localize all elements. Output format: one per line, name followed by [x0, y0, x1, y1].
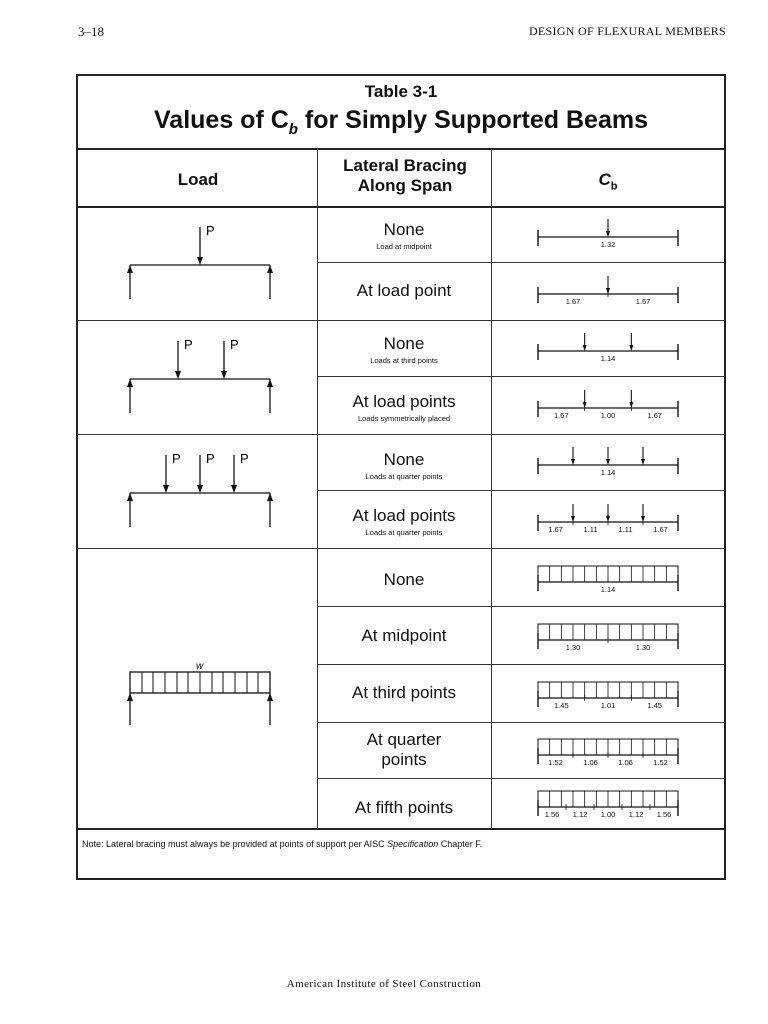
cb-value: 1.52 [653, 758, 668, 767]
rule [78, 148, 724, 150]
header-cb [492, 170, 724, 196]
bracing-label: None [383, 220, 425, 239]
page-footer: American Institute of Steel Construction [286, 978, 482, 990]
bracing-label: At load points [352, 392, 456, 411]
cb-value: 1.06 [583, 758, 598, 767]
load-diagram-1 [78, 207, 317, 319]
note-italic: Specification [387, 839, 439, 849]
cb-value: 1.01 [600, 701, 616, 710]
arrow-head [221, 371, 227, 379]
arrow-head [197, 485, 203, 493]
table-title [78, 106, 724, 138]
bracing-note: Loads at quarter points [365, 528, 443, 537]
arrow-head [127, 379, 133, 387]
arrow-head [267, 379, 273, 387]
note-post: Chapter F. [438, 839, 483, 849]
cb-value: 1.67 [548, 525, 563, 534]
cb-value: 1.45 [647, 701, 662, 710]
bracing-cell [318, 281, 490, 301]
bracing-note: Loads at third points [370, 356, 438, 365]
bracing-cell [318, 450, 490, 481]
cb-value: 1.14 [600, 354, 616, 363]
bracing-note: Load at midpoint [376, 242, 432, 251]
bracing-label: At load points [352, 506, 456, 525]
cb-value: 1.12 [628, 810, 644, 819]
header-bracing [318, 156, 492, 196]
bracing-label-line2: points [381, 750, 427, 769]
cb-arrow-head [606, 459, 610, 465]
cb-table [76, 74, 726, 880]
title-post: for Simply Supported Beams [297, 106, 648, 134]
cb-diagram [492, 665, 724, 722]
load-label: P [240, 451, 249, 466]
cb-value: 1.14 [600, 585, 616, 594]
cb-diagram [492, 491, 724, 548]
bracing-label: At midpoint [361, 626, 447, 645]
arrow-head [127, 693, 133, 701]
cb-value: 1.30 [565, 643, 581, 652]
rule [78, 828, 724, 830]
arrow-head [267, 493, 273, 501]
bracing-label-line1: At quarter [366, 730, 442, 749]
table-number: Table 3-1 [364, 82, 438, 101]
load-label: P [230, 337, 239, 352]
header-cb-main: C [598, 170, 611, 189]
cb-value: 1.11 [618, 525, 633, 534]
note-pre: Note: Lateral bracing must always be provided at points of support per AISC [82, 839, 388, 849]
bracing-cell [318, 798, 490, 818]
bracing-cell [318, 334, 490, 365]
arrow-head [163, 485, 169, 493]
bracing-cell [318, 683, 490, 703]
bracing-label: None [383, 334, 425, 353]
cb-diagram [492, 607, 724, 664]
cb-value: 1.14 [600, 468, 616, 477]
bracing-cell [318, 626, 490, 646]
cb-diagram [492, 377, 724, 434]
bracing-note: Loads symmetrically placed [357, 414, 451, 423]
cb-diagram [492, 723, 724, 778]
page-number: 3–18 [78, 24, 104, 39]
running-head: DESIGN OF FLEXURAL MEMBERS [528, 24, 726, 38]
cb-arrow-head [583, 345, 587, 351]
load-diagram-4 [78, 549, 317, 827]
cb-diagram [492, 207, 724, 262]
table-note [82, 839, 482, 849]
bracing-label: At load point [356, 281, 452, 300]
arrow-head [267, 693, 273, 701]
bracing-cell [318, 506, 490, 537]
load-label: P [172, 451, 181, 466]
header-cb-sub: b [610, 180, 618, 193]
bracing-label: None [383, 570, 425, 589]
arrow-head [127, 265, 133, 273]
bracing-cell [318, 730, 490, 770]
arrow-head [127, 493, 133, 501]
bracing-cell [318, 570, 490, 590]
bracing-label: At third points [352, 683, 456, 702]
cb-value: 1.67 [554, 411, 569, 420]
load-hatching [142, 672, 258, 693]
title-sub: b [288, 121, 298, 138]
header-bracing-line2: Along Span [357, 176, 453, 195]
load-diagram-2 [78, 321, 317, 433]
cb-value: 1.32 [600, 240, 616, 249]
arrow-head [267, 265, 273, 273]
cb-arrow-head [606, 231, 610, 237]
bracing-note: Loads at quarter points [365, 472, 443, 481]
load-diagram-3 [78, 435, 317, 547]
cb-diagram [492, 435, 724, 490]
bracing-label: At fifth points [354, 798, 454, 817]
cb-value: 1.67 [565, 297, 581, 306]
arrow-head [175, 371, 181, 379]
cb-value: 1.00 [600, 810, 616, 819]
cb-value: 1.11 [583, 525, 598, 534]
cb-diagram [492, 779, 724, 827]
cb-value: 1.45 [554, 701, 569, 710]
cb-value: 1.67 [653, 525, 668, 534]
arrow-head [197, 257, 203, 265]
header-bracing-line1: Lateral Bracing [343, 156, 467, 175]
cb-value: 1.12 [572, 810, 588, 819]
cb-arrow-head [641, 459, 645, 465]
arrow-head [231, 485, 237, 493]
cb-value: 1.56 [656, 810, 672, 819]
cb-diagram [492, 549, 724, 606]
bracing-label: None [383, 450, 425, 469]
cb-value: 1.00 [600, 411, 616, 420]
cb-arrow-head [571, 459, 575, 465]
title-pre: Values of C [154, 106, 289, 134]
cb-value: 1.56 [544, 810, 560, 819]
load-label: w [196, 661, 204, 672]
bracing-cell [318, 392, 490, 423]
load-label: P [206, 451, 215, 466]
header-load: Load [177, 170, 219, 189]
cb-value: 1.67 [635, 297, 651, 306]
cb-value: 1.30 [635, 643, 651, 652]
cb-value: 1.52 [548, 758, 563, 767]
cb-value: 1.06 [618, 758, 633, 767]
load-label: P [184, 337, 193, 352]
load-label: P [206, 223, 215, 238]
cb-value: 1.67 [647, 411, 662, 420]
cb-diagram [492, 263, 724, 320]
bracing-cell [318, 220, 490, 251]
cb-diagram [492, 321, 724, 376]
cb-arrow-head [629, 345, 633, 351]
